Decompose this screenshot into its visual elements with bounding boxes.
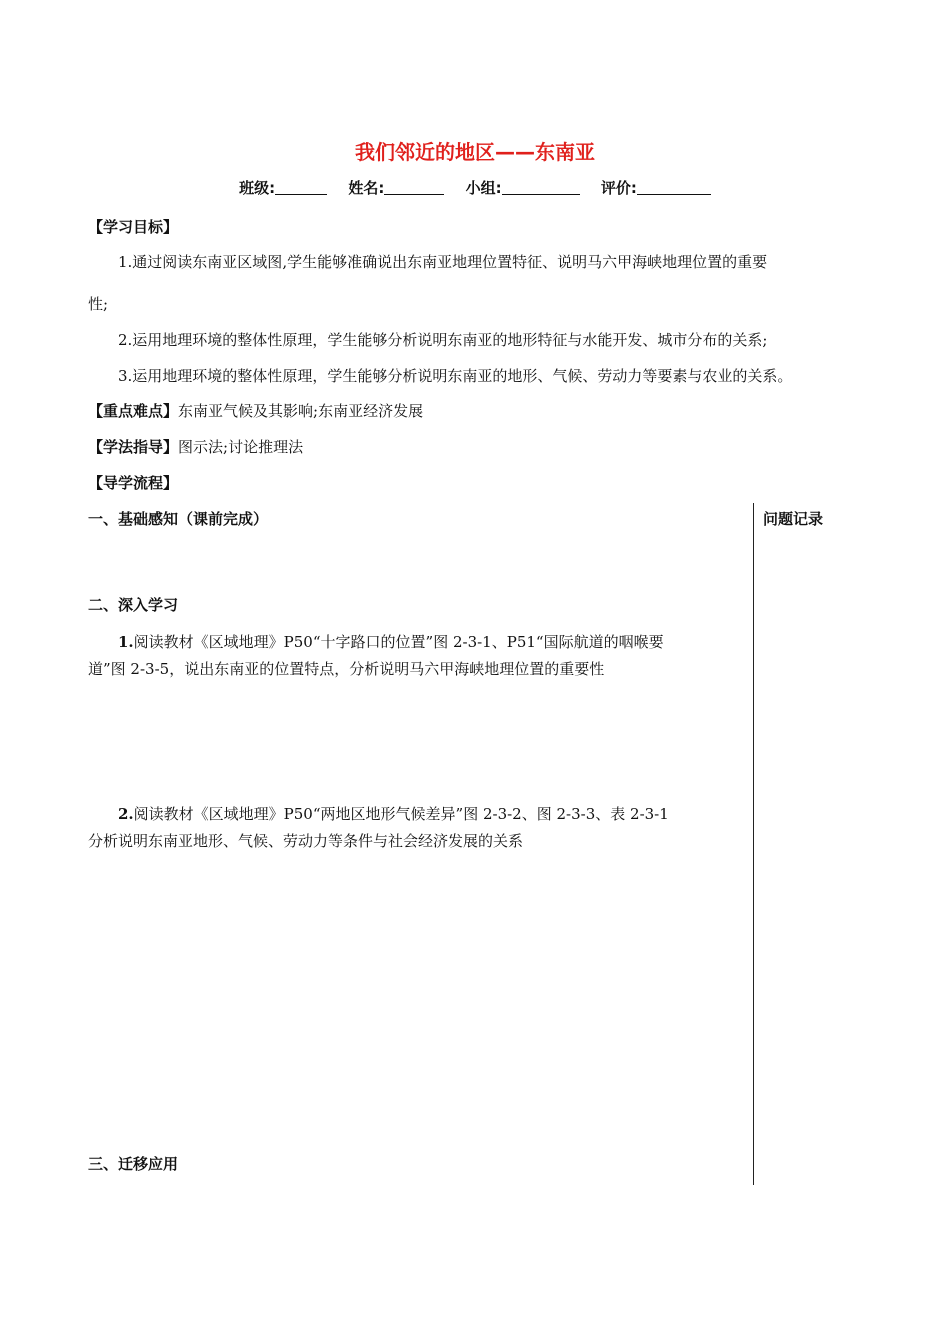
question-2-text: 阅读教材《区域地理》P50“两地区地形气候差异”图 2-3-2、图 2-3-3、表 2-3-1 <box>133 805 669 823</box>
study-method <box>88 436 303 457</box>
objective-2: 2.运用地理环境的整体性原理，学生能够分析说明东南亚的地形特征与水能开发、城市分布的关系; <box>118 331 768 349</box>
key-points-label: 【重点难点】 <box>88 402 179 420</box>
key-points-text: 东南亚气候及其影响;东南亚经济发展 <box>178 402 424 420</box>
group-blank <box>502 180 580 195</box>
class-label: 班级: <box>239 179 276 197</box>
eval-blank <box>637 180 711 195</box>
objective-1-line-2: 性; <box>88 295 109 313</box>
question-1-text: 阅读教材《区域地理》P50“十字路口的位置”图 2-3-1、P51“国际航道的咽喉要 <box>133 633 664 651</box>
study-method-text: 图示法;讨论推理法 <box>178 438 304 456</box>
objective-1-line-1: 1.通过阅读东南亚区域图,学生能够准确说出东南亚地理位置特征、说明马六甲海峡地理位置的重要 <box>118 253 768 271</box>
question-2-number: 2. <box>118 805 134 823</box>
objective-3: 3.运用地理环境的整体性原理，学生能够分析说明东南亚的地形、气候、劳动力等要素与农业的关系。 <box>118 367 793 385</box>
column-divider <box>753 503 754 1185</box>
study-method-label: 【学法指导】 <box>88 438 179 456</box>
class-blank <box>275 180 327 195</box>
key-points <box>88 400 423 421</box>
name-field <box>348 179 444 197</box>
question-2-line-1 <box>118 803 669 824</box>
student-info-line <box>0 177 950 198</box>
section-1-heading: 一、基础感知（课前完成） <box>88 510 269 528</box>
question-2-line-2: 分析说明东南亚地形、气候、劳动力等条件与社会经济发展的关系 <box>88 832 524 850</box>
question-1-line-2: 道”图 2-3-5，说出东南亚的位置特点，分析说明马六甲海峡地理位置的重要性 <box>88 660 605 678</box>
flow-heading: 【导学流程】 <box>88 474 179 492</box>
name-label: 姓名: <box>348 179 385 197</box>
section-3-heading: 三、迁移应用 <box>88 1155 179 1173</box>
eval-field <box>601 179 711 197</box>
class-field <box>239 179 327 197</box>
question-1-line-1 <box>118 631 664 652</box>
eval-label: 评价: <box>600 179 637 197</box>
section-2-heading: 二、深入学习 <box>88 596 179 614</box>
group-label: 小组: <box>465 179 502 197</box>
question-1-number: 1. <box>118 633 134 651</box>
group-field <box>466 179 580 197</box>
name-blank <box>384 180 444 195</box>
objectives-heading: 【学习目标】 <box>88 218 179 236</box>
document-title: 我们邻近的地区——东南亚 <box>355 140 595 164</box>
notes-heading: 问题记录 <box>763 510 824 528</box>
